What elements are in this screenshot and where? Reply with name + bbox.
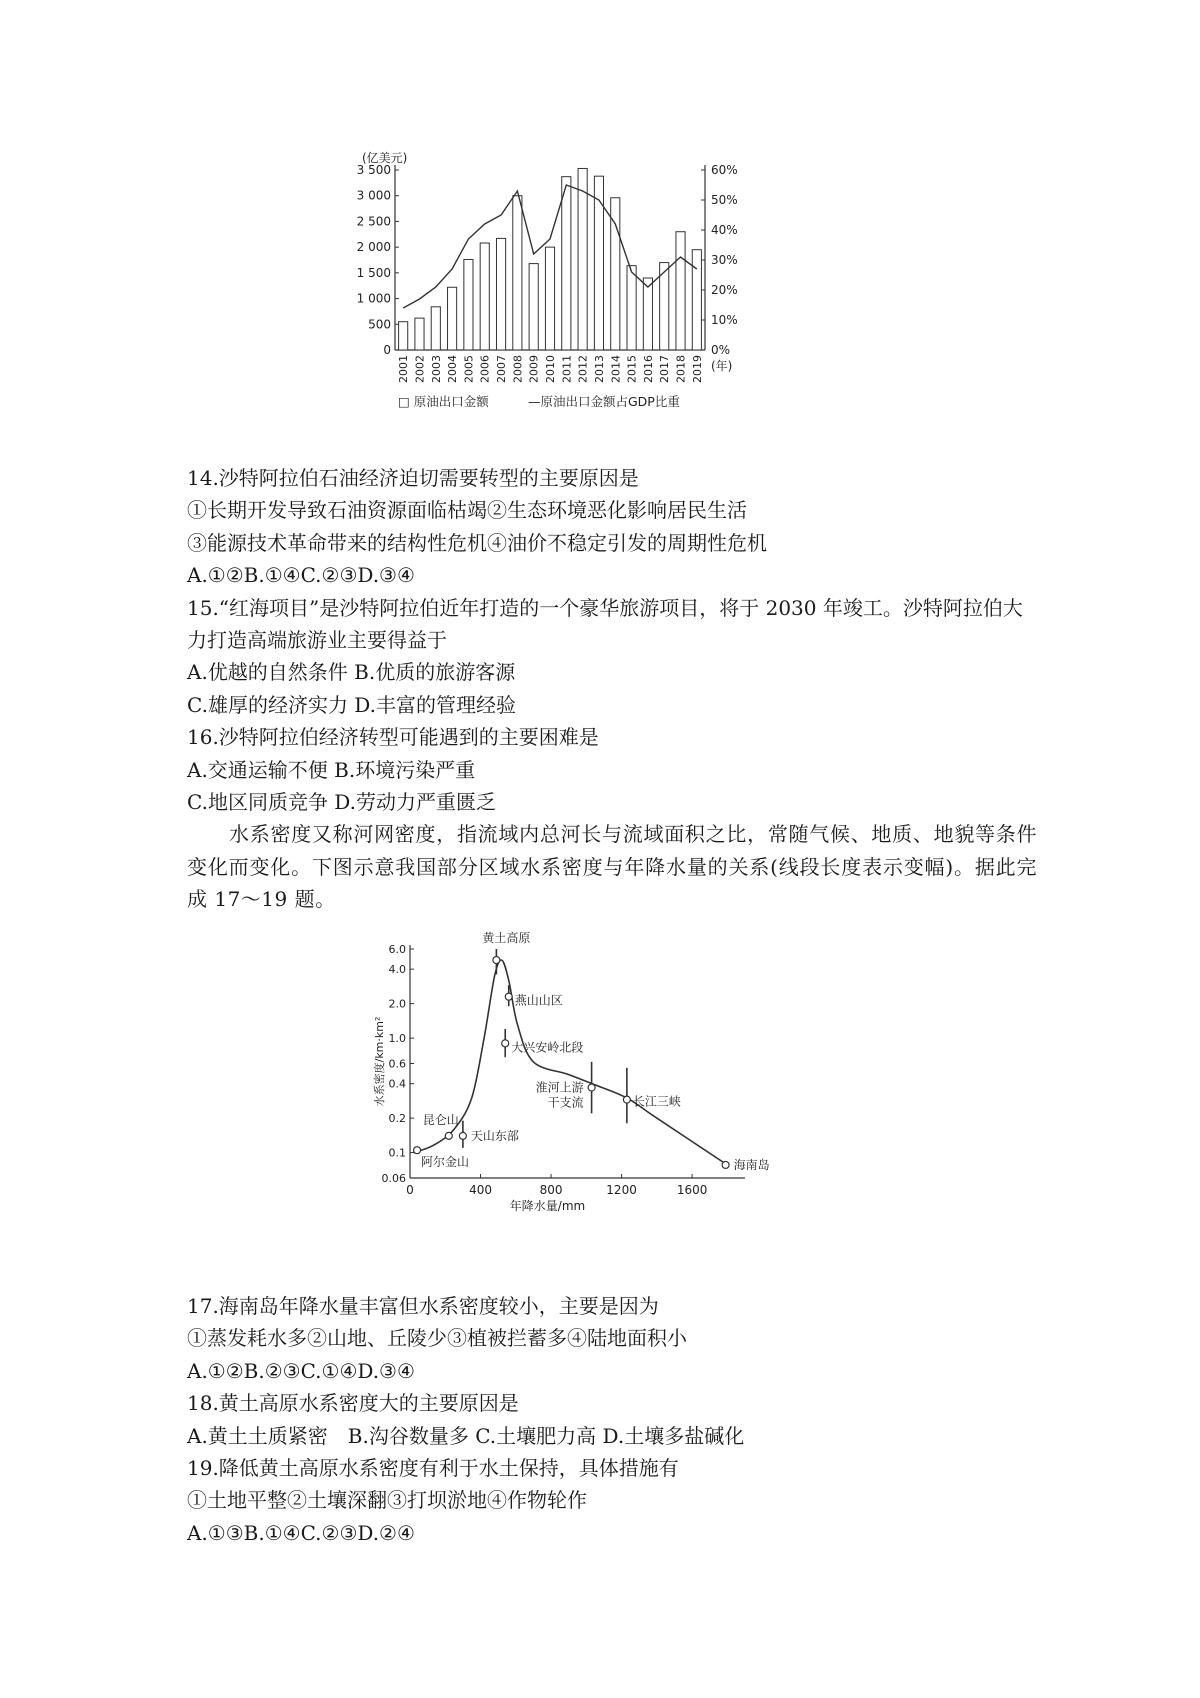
x-tick-label: 2015 xyxy=(625,355,639,383)
point-label: 长江三峡 xyxy=(632,1094,681,1109)
left-tick-label: 1 500 xyxy=(356,265,391,280)
x-tick-label: 2010 xyxy=(544,355,557,383)
question-19-stem: 19.降低黄土高原水系密度有利于水土保持，具体措施有 xyxy=(187,1456,679,1481)
legend-line-entry: —原油出口金额占GDP比重 xyxy=(528,394,680,409)
question-14-options-2: ③能源技术革命带来的结构性危机④油价不稳定引发的周期性危机 xyxy=(187,530,767,555)
right-tick-label: 50% xyxy=(711,193,738,207)
y-tick-label: 0.06 xyxy=(381,1172,406,1185)
drainage-density-chart xyxy=(373,931,855,1270)
question-18-stem: 18.黄土高原水系密度大的主要原因是 xyxy=(187,1391,519,1416)
x-tick-label: 2004 xyxy=(446,355,460,383)
bar xyxy=(448,287,457,350)
bar xyxy=(578,168,587,350)
x-tick-label: 2019 xyxy=(690,355,704,383)
crude-oil-export-chart xyxy=(356,148,860,448)
left-tick-label: 2 500 xyxy=(356,214,391,229)
left-axis-unit: (亿美元) xyxy=(362,151,408,165)
data-point xyxy=(459,1132,466,1139)
bar xyxy=(431,307,440,350)
question-19-options: ①土地平整②土壤深翻③打坝淤地④作物轮作 xyxy=(187,1488,587,1513)
question-17-stem: 17.海南岛年降水量丰富但水系密度较小，主要是因为 xyxy=(187,1294,659,1318)
right-tick-label: 40% xyxy=(711,223,738,237)
point-label: 黄土高原 xyxy=(482,931,531,946)
data-point xyxy=(414,1147,421,1154)
x-tick-label: 2008 xyxy=(511,355,525,383)
data-point xyxy=(493,957,500,964)
data-point xyxy=(505,993,512,1000)
bar xyxy=(643,278,652,350)
y-tick-label: 0.4 xyxy=(388,1077,406,1091)
questions-14-16 xyxy=(187,462,1037,916)
point-label: 昆仑山 xyxy=(422,1112,459,1127)
x-tick-label: 2002 xyxy=(413,355,427,383)
left-tick-label: 2 000 xyxy=(356,240,391,255)
x-tick-label: 400 xyxy=(469,1183,492,1197)
x-tick-label: 0 xyxy=(406,1183,414,1197)
x-tick-label: 2013 xyxy=(592,355,606,383)
right-tick-label: 30% xyxy=(711,253,738,267)
x-tick-label: 2003 xyxy=(429,355,443,383)
point-label: 淮河上游 xyxy=(535,1080,584,1095)
right-tick-label: 10% xyxy=(711,313,738,327)
bar xyxy=(480,243,489,350)
left-tick-label: 3 000 xyxy=(356,188,391,203)
question-16-stem: 16.沙特阿拉伯经济转型可能遇到的主要困难是 xyxy=(187,725,599,750)
x-tick-label: 2016 xyxy=(641,355,655,383)
bar xyxy=(562,177,571,350)
x-tick-label: 1600 xyxy=(676,1183,708,1197)
x-tick-label: 2005 xyxy=(462,355,476,383)
data-point xyxy=(623,1096,630,1103)
x-tick-label: 2014 xyxy=(609,355,623,383)
bar xyxy=(415,318,424,350)
x-tick-label: 2007 xyxy=(495,355,509,383)
x-tick-label: 2001 xyxy=(397,355,411,383)
question-17-answers: A.①②B.②③C.①④D.③④ xyxy=(187,1358,415,1383)
crude-oil-export-chart-svg xyxy=(356,148,860,448)
data-point xyxy=(722,1161,729,1168)
y-tick-label: 4.0 xyxy=(388,963,406,977)
y-tick-label: 0.1 xyxy=(388,1146,406,1160)
question-15-stem: 15.“红海项目”是沙特阿拉伯近年打造的一个豪华旅游项目，将于 2030 年竣工。沙特阿拉伯大力打造高端旅游业主要得益于 xyxy=(187,595,1023,653)
data-point xyxy=(588,1084,595,1091)
data-point xyxy=(502,1040,509,1047)
y-tick-label: 2.0 xyxy=(388,997,406,1011)
questions-17-19 xyxy=(187,1290,1037,1549)
question-19-answers: A.①③B.①④C.②③D.②④ xyxy=(187,1520,415,1545)
left-tick-label: 1 000 xyxy=(356,291,391,306)
bar xyxy=(627,266,636,350)
bar xyxy=(399,322,408,350)
intro-paragraph: 水系密度又称河网密度，指流域内总河长与流域面积之比，常随气候、地质、地貌等条件变化而变化。下图示意我国部分区域水系密度与年降水量的关系(线段长度表示变幅)。据此完成 17～19 题。 xyxy=(187,822,1037,912)
bar xyxy=(676,232,685,350)
question-18-answers: A.黄土土质紧密 B.沟谷数量多 C.土壤肥力高 D.土壤多盐碱化 xyxy=(187,1423,745,1448)
bar xyxy=(611,198,620,350)
right-tick-label: 0% xyxy=(711,343,731,357)
point-label: 燕山山区 xyxy=(514,993,563,1008)
left-tick-label: 3 500 xyxy=(356,163,391,177)
question-15-answers-ab: A.优越的自然条件 B.优质的旅游客源 xyxy=(187,660,516,685)
x-axis-label: 年降水量/mm xyxy=(509,1199,586,1213)
x-tick-label: 2017 xyxy=(658,355,672,383)
point-label: 阿尔金山 xyxy=(421,1155,470,1170)
x-tick-label: 2012 xyxy=(576,355,590,383)
left-tick-label: 500 xyxy=(368,317,391,332)
point-label: 天山东部 xyxy=(470,1128,519,1143)
y-tick-label: 0.6 xyxy=(388,1057,406,1071)
bar xyxy=(464,259,473,350)
question-14-answers: A.①②B.①④C.②③D.③④ xyxy=(187,563,415,588)
question-14-stem: 14.沙特阿拉伯石油经济迫切需要转型的主要原因是 xyxy=(187,466,639,490)
question-15-stem-wrap xyxy=(187,592,1037,657)
x-tick-label: 2006 xyxy=(478,355,492,383)
bar xyxy=(529,264,538,350)
point-label: 海南岛 xyxy=(733,1157,770,1172)
question-15-answers-cd: C.雄厚的经济实力 D.丰富的管理经验 xyxy=(187,692,516,717)
drainage-density-chart-svg xyxy=(373,931,855,1270)
legend-bar-entry: □ 原油出口金额 xyxy=(398,394,489,409)
x-axis-unit: (年) xyxy=(711,359,733,373)
y-tick-label: 0.2 xyxy=(388,1112,406,1126)
x-tick-label: 2011 xyxy=(560,355,574,383)
y-tick-label: 6.0 xyxy=(388,942,406,956)
right-tick-label: 20% xyxy=(711,283,738,297)
point-label: 大兴安岭北段 xyxy=(511,1040,584,1055)
right-tick-label: 60% xyxy=(711,163,738,177)
x-tick-label: 1200 xyxy=(606,1183,637,1197)
bar xyxy=(692,250,701,350)
y-tick-label: 1.0 xyxy=(388,1032,406,1046)
x-tick-label: 800 xyxy=(539,1183,563,1197)
data-point xyxy=(445,1132,452,1139)
bar xyxy=(594,176,603,350)
bar xyxy=(513,196,522,350)
point-label-line2: 干支流 xyxy=(547,1095,584,1110)
intro-paragraph-wrap xyxy=(187,818,1037,915)
x-tick-label: 2009 xyxy=(527,355,541,383)
question-14-options-1: ①长期开发导致石油资源面临枯竭②生态环境恶化影响居民生活 xyxy=(187,498,747,523)
question-17-options: ①蒸发耗水多②山地、丘陵少③植被拦蓄多④陆地面积小 xyxy=(187,1326,687,1351)
question-16-answers-cd: C.地区同质竞争 D.劳动力严重匮乏 xyxy=(187,790,496,815)
question-16-answers-ab: A.交通运输不便 B.环境污染严重 xyxy=(187,757,476,782)
y-axis-label: 水系密度/km·km² xyxy=(373,1016,386,1107)
x-tick-label: 2018 xyxy=(674,355,688,383)
bar xyxy=(496,238,505,350)
left-tick-label: 0 xyxy=(383,343,391,357)
bar xyxy=(545,247,554,350)
